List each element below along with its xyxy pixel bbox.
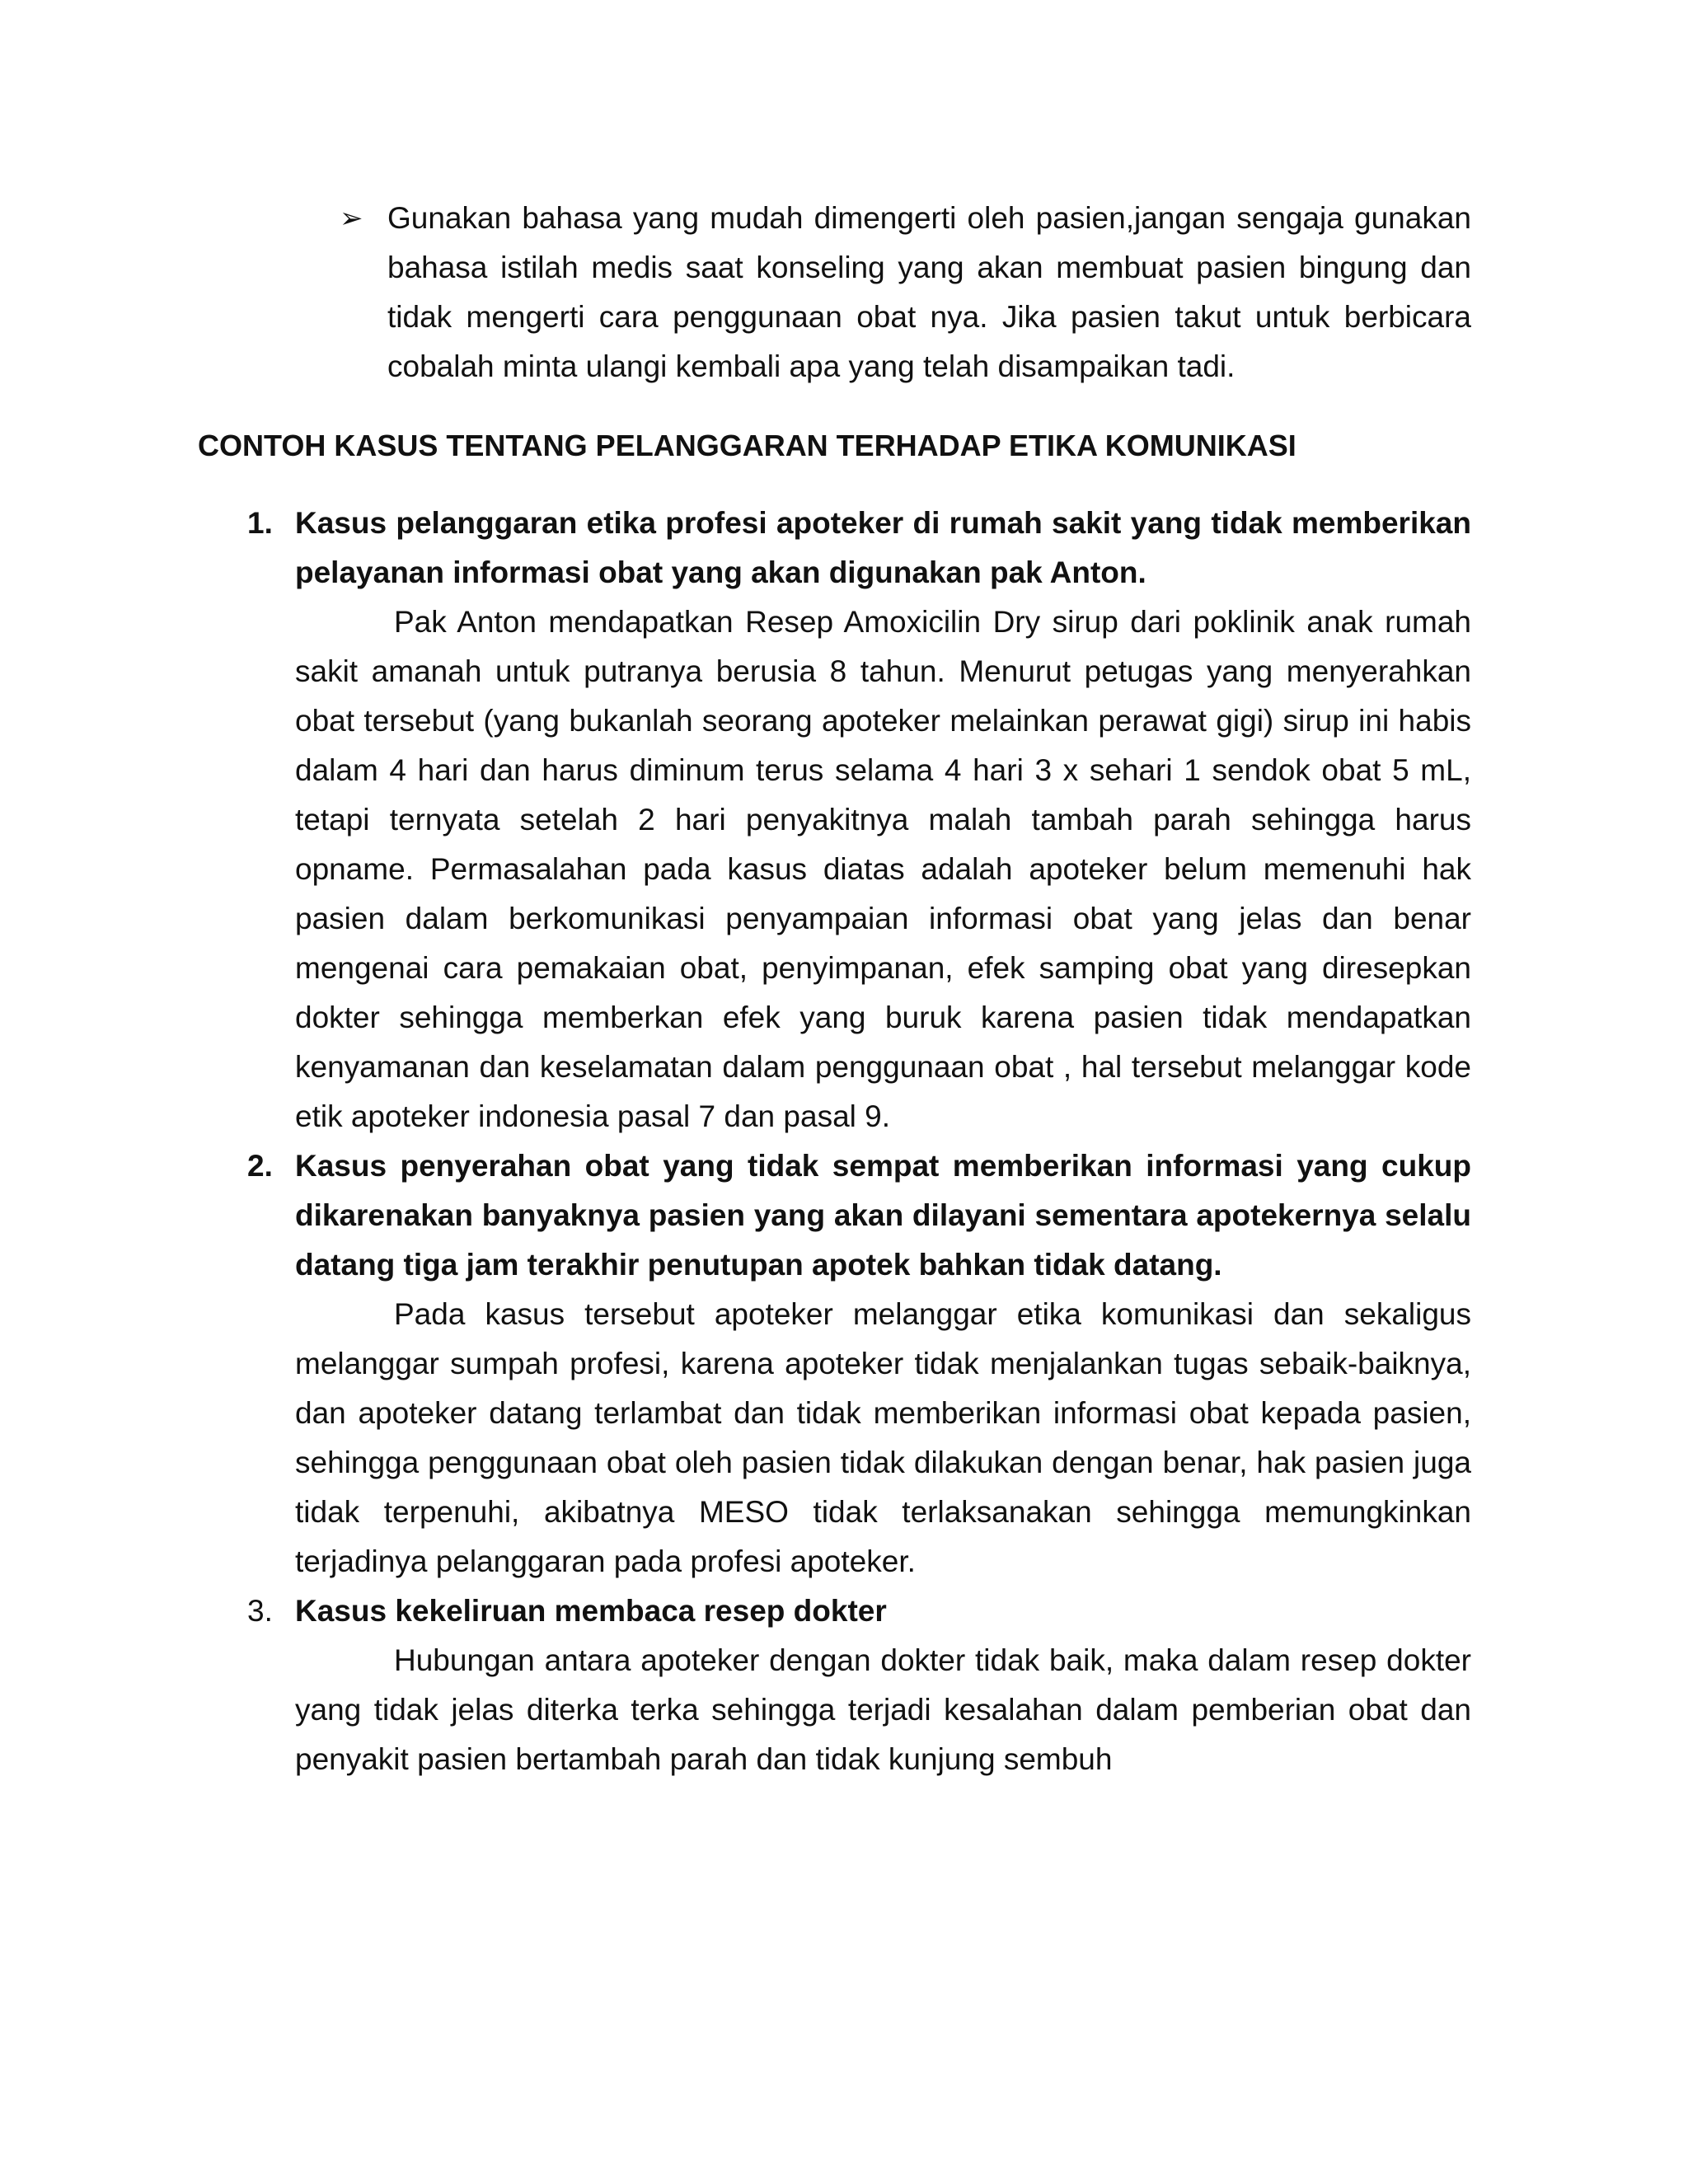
case-body: Pak Anton mendapatkan Resep Amoxicilin Dry sirup dari poklinik anak rumah sakit amanah untuk putranya berusia 8 tahun. Menurut petugas yang menyerahkan obat tersebut (yang bukanlah seorang apoteker melainkan perawat gigi) sirup ini habis dalam 4 hari dan harus diminum terus selama 4 hari 3 x sehari 1 sendok obat 5 mL, tetapi ternyata setelah 2 hari penyakitnya malah tambah parah sehingga harus opname. Permasalahan pada kasus diatas adalah apoteker belum memenuhi hak pasien dalam berkomunikasi penyampaian informasi obat yang jelas dan benar mengenai cara pemakaian obat, penyimpanan, efek samping obat yang diresepkan dokter sehingga memberkan efek yang buruk karena pasien tidak mendapatkan kenyamanan dan keselamatan dalam penggunaan obat , hal tersebut melanggar kode etik apoteker indonesia pasal 7 dan pasal 9. xyxy=(295,605,1471,1133)
case-item-2 xyxy=(247,1141,1471,1586)
bullet-text: Gunakan bahasa yang mudah dimengerti oleh pasien,jangan sengaja gunakan bahasa istilah medis saat konseling yang akan membuat pasien bingung dan tidak mengerti cara penggunaan obat nya. Jika pasien takut untuk berbicara cobalah minta ulangi kembali apa yang telah disampaikan tadi. xyxy=(387,201,1471,383)
case-item-1 xyxy=(247,499,1471,1141)
arrow-bullet-icon: ➢ xyxy=(340,203,363,234)
bullet-item xyxy=(340,194,1471,391)
section-heading: CONTOH KASUS TENTANG PELANGGARAN TERHADAP ETIKA KOMUNIKASI xyxy=(198,429,1296,462)
case-number: 3. xyxy=(247,1594,273,1628)
case-title: Kasus pelanggaran etika profesi apoteker di rumah sakit yang tidak memberikan pelayanan informasi obat yang akan digunakan pak Anton. xyxy=(295,506,1471,589)
case-item-3 xyxy=(247,1586,1471,1784)
case-title: Kasus kekeliruan membaca resep dokter xyxy=(295,1594,887,1628)
document-content xyxy=(198,194,1471,1784)
case-title: Kasus penyerahan obat yang tidak sempat memberikan informasi yang cukup dikarenakan banyaknya pasien yang akan dilayani sementara apotekernya selalu datang tiga jam terakhir penutupan apotek bahkan tidak datang. xyxy=(295,1149,1471,1282)
case-number: 1. xyxy=(247,506,273,540)
case-body: Pada kasus tersebut apoteker melanggar etika komunikasi dan sekaligus melanggar sumpah profesi, karena apoteker tidak menjalankan tugas sebaik-baiknya, dan apoteker datang terlambat dan tidak memberikan informasi obat kepada pasien, sehingga penggunaan obat oleh pasien tidak dilakukan dengan benar, hak pasien juga tidak terpenuhi, akibatnya MESO tidak terlaksanakan sehingga memungkinkan terjadinya pelanggaran pada profesi apoteker. xyxy=(295,1297,1471,1578)
case-body: Hubungan antara apoteker dengan dokter tidak baik, maka dalam resep dokter yang tidak jelas diterka terka sehingga terjadi kesalahan dalam pemberian obat dan penyakit pasien bertambah parah dan tidak kunjung sembuh xyxy=(295,1643,1471,1776)
case-number: 2. xyxy=(247,1149,273,1183)
